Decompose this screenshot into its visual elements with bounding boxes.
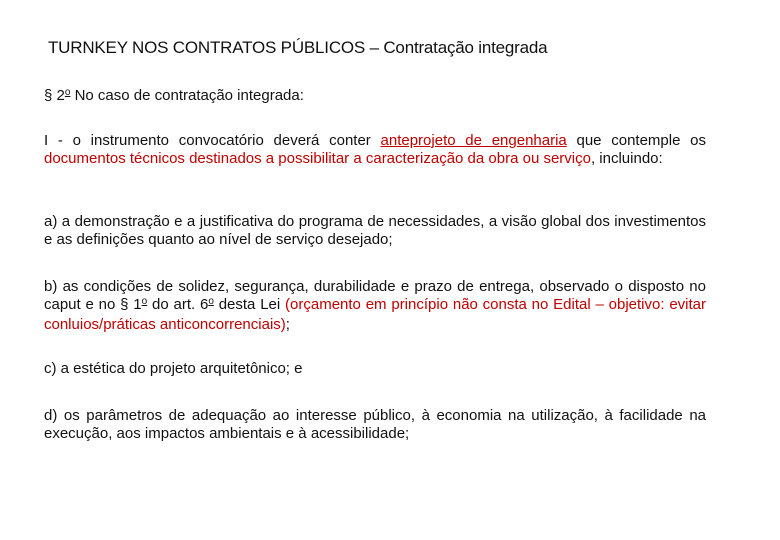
item-i-text-c: que contemple os: [566, 132, 706, 149]
paragraph-item-c: c) a estética do projeto arquitetônico; e: [44, 360, 303, 377]
paragraph-item-i: [44, 132, 706, 168]
item-i-text-a: I - o instrumento convocatório deverá conter: [44, 132, 381, 149]
paragraph-item-b: [44, 278, 706, 334]
item-b-highlight-orcamento: (orçamento em princípio não consta no Edital – objetivo: evitar conluios/práticas anticoncorrenciais): [44, 296, 707, 333]
item-b-text-c: desta Lei: [213, 296, 286, 313]
paragraph-item-a: a) a demonstração e a justificativa do programa de necessidades, a visão global dos investimentos e as definições quanto ao nível de serviço desejado;: [44, 213, 706, 248]
section-prefix: § 2: [44, 87, 65, 104]
item-b-superscript-1: o: [141, 296, 148, 307]
section-rest: No caso de contratação integrada:: [70, 87, 304, 104]
section-heading: [44, 87, 706, 107]
item-i-highlight-anteprojeto: anteprojeto de engenharia: [380, 132, 567, 149]
item-b-text-b: do art. 6: [147, 296, 209, 313]
item-b-text-a: b) as condições de solidez, segurança, durabilidade e prazo de entrega, observado o disposto no caput e no § 1: [44, 278, 706, 313]
section-superscript: o: [64, 87, 71, 98]
paragraph-item-d: d) os parâmetros de adequação ao interesse público, à economia na utilização, à facilidade na execução, aos impactos ambientais e à acessibilidade;: [44, 407, 706, 442]
item-b-text-e: ;: [285, 316, 290, 333]
item-b-superscript-2: o: [208, 296, 214, 307]
slide-title: TURNKEY NOS CONTRATOS PÚBLICOS – Contratação integrada: [48, 38, 548, 57]
item-i-highlight-documentos: documentos técnicos destinados a possibilitar a caracterização da obra ou serviço: [44, 150, 591, 167]
item-i-text-e: , incluindo:: [590, 150, 663, 167]
